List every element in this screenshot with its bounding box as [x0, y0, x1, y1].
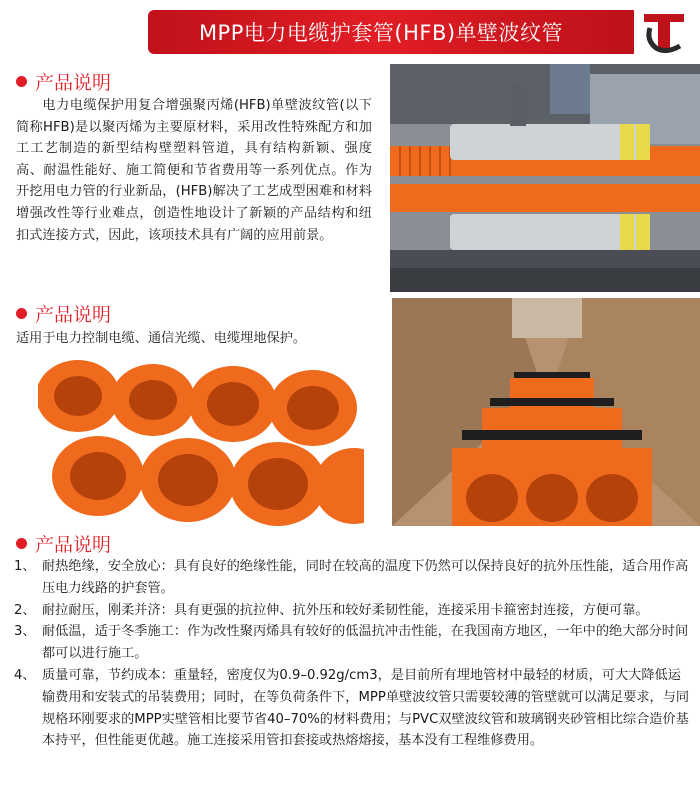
list-item-text: 耐低温，适于冬季施工：作为改性聚丙烯具有较好的低温抗冲击性能，在我国南方地区，一年中的绝大部分时间都可以进行施工。 [42, 624, 689, 662]
list-item-number: 2、 [14, 602, 36, 618]
title-banner [148, 10, 614, 54]
section2-heading [16, 300, 111, 326]
bullet-icon [16, 76, 27, 87]
list-item [14, 556, 690, 600]
section2-text: 适用于电力控制电缆、通信光缆、电缆埋地保护。 [16, 331, 307, 346]
list-item-number: 3、 [14, 624, 36, 640]
bullet-icon [16, 308, 27, 319]
section1-heading [16, 68, 111, 94]
orange-pipes-image [38, 356, 364, 526]
section3-title: 产品说明 [35, 533, 112, 556]
list-item-text: 耐拉耐压，刚柔并济：具有更强的抗拉伸、抗外压和较好柔韧性能，连接采用卡箍密封连接，方便可靠。 [42, 602, 649, 618]
section1-title: 产品说明 [35, 71, 112, 94]
section3-heading [16, 530, 111, 556]
page-title: MPP电力电缆护套管(HFB)单壁波纹管 [198, 21, 564, 45]
feature-list [14, 556, 690, 752]
trench-photo [392, 298, 700, 526]
list-item-number: 1、 [14, 559, 36, 574]
section2-title: 产品说明 [35, 303, 112, 326]
list-item [14, 665, 690, 752]
list-item [14, 621, 690, 665]
trench-installation-image [392, 298, 700, 526]
section1-text: 电力电缆保护用复合增强聚丙烯(HFB)单壁波纹管(以下简称HFB)是以聚丙烯为主要原材料，采用改性特殊配方和加工工艺制造的新型结构壁塑料管道，具有结构新颖、强度高、耐温性能好、施工简便和节省费用等一系列优点。作为开挖用电力管的行业新品，(HFB)解决了工艺成型困难和材料增强改性等行业难点，创造性地设计了新颖的产品结构和纽扣式连接方式，因此，该项技术具有广阔的应用前景。 [16, 98, 372, 243]
page-header [0, 0, 700, 64]
company-logo-icon [636, 6, 692, 58]
list-item-text: 耐热绝缘，安全放心：具有良好的绝缘性能，同时在较高的温度下仍然可以保持良好的抗外压性能，适合用作高压电力线路的护套管。 [42, 559, 689, 596]
machine-photo [390, 64, 700, 292]
list-item-text: 质量可靠，节约成本：重量轻，密度仅为0.9–0.92g/cm3，是目前所有埋地管材中最轻的材质，可大大降低运输费用和安装式的吊装费用；同时，在等负荷条件下，MPP单壁波纹管只需要较薄的管壁就可以满足要求，与同规格环刚要求的MPP实壁管相比要节省40–70%的材料费用；与PVC双壁波纹管和玻璃钢夹砂管相比综合造价基本持平，但性能更优越。施工连接采用管扣套接或热熔熔接，基本没有工程维修费用。 [42, 667, 690, 749]
title-banner-tail [614, 10, 634, 54]
bullet-icon [16, 538, 27, 549]
pipes-photo [38, 356, 364, 526]
list-item-number: 4、 [14, 667, 36, 683]
list-item [14, 600, 690, 622]
extrusion-machine-image [390, 64, 700, 292]
